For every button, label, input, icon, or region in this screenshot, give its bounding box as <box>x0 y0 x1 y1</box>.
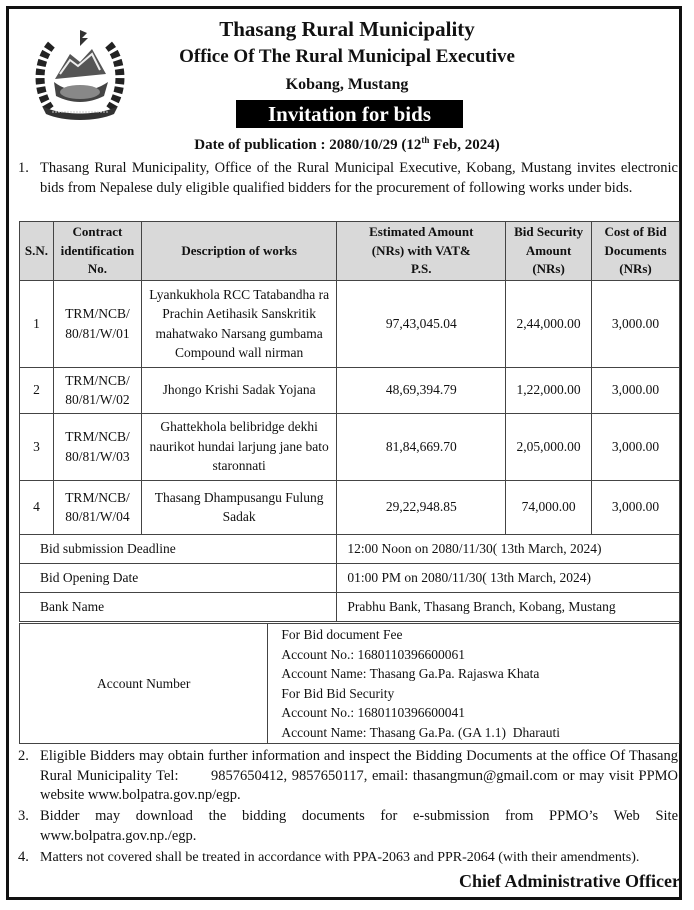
security-cell: 2,44,000.00 <box>506 280 592 367</box>
account-line: Account No.: 1680110396600061 <box>281 646 465 662</box>
signature-title: Chief Administrative Officer <box>459 871 680 891</box>
location: Kobang, Mustang <box>285 76 409 93</box>
office-title: Office Of The Rural Municipal Executive <box>179 46 515 67</box>
description-cell: Ghattekhola belibridge dekhi naurikot hundai larjung jane bato staronnati <box>141 413 336 480</box>
col-sn: S.N. <box>20 222 54 281</box>
cost-cell: 3,000.00 <box>592 367 680 413</box>
cost-cell: 3,000.00 <box>592 280 680 367</box>
estimated-cell: 29,22,948.85 <box>337 480 506 534</box>
sn-cell: 1 <box>20 280 54 367</box>
info-value: Prabhu Bank, Thasang Branch, Kobang, Mustang <box>337 592 680 621</box>
invitation-banner: Invitation for bids <box>236 100 463 128</box>
description-cell: Jhongo Krishi Sadak Yojana <box>141 367 336 413</box>
info-label: Bid Opening Date <box>20 563 337 592</box>
info-value: 12:00 Noon on 2080/11/30( 13th March, 2024) <box>337 534 680 563</box>
info-value: 01:00 PM on 2080/11/30( 13th March, 2024) <box>337 563 680 592</box>
account-details <box>268 624 680 744</box>
col-description: Description of works <box>141 222 336 281</box>
bid-deadline-row <box>20 534 680 563</box>
account-line: For Bid Bid Security <box>281 685 395 701</box>
security-cell: 1,22,000.00 <box>506 367 592 413</box>
col-bid-security: Bid Security Amount (NRs) <box>506 222 592 281</box>
sn-cell: 3 <box>20 413 54 480</box>
account-line: Account No.: 1680110396600041 <box>281 705 465 720</box>
security-cell: 2,05,000.00 <box>506 413 592 480</box>
account-line: Account Name: Thasang Ga.Pa. Rajaswa Khata <box>281 666 540 681</box>
account-line: Account Name: Thasang Ga.Pa. (GA 1.1) Dharauti <box>281 724 561 740</box>
paragraph-1: 1. Thasang Rural Municipality, Office of the Rural Municipal Executive, Kobang, Mustang invites electronic bids from Nepalese duly eligible qualified bidders for the procurement of following works under bids. <box>18 160 678 196</box>
cost-cell: 3,000.00 <box>592 480 680 534</box>
municipality-title: Thasang Rural Municipality <box>219 17 475 41</box>
bids-table <box>19 221 680 622</box>
info-label: Bid submission Deadline <box>20 534 337 563</box>
table-row <box>20 413 680 480</box>
sn-cell: 4 <box>20 480 54 534</box>
estimated-cell: 81,84,669.70 <box>337 413 506 480</box>
bid-opening-row <box>20 563 680 592</box>
description-cell: Lyankukhola RCC Tatabandha ra Prachin Aetihasik Sanskritik mahatwako Narsang gumbama Compound wall nirman <box>141 280 336 367</box>
col-estimated-amount: Estimated Amount (NRs) with VAT& P.S. <box>337 222 506 281</box>
estimated-cell: 48,69,394.79 <box>337 367 506 413</box>
table-row <box>20 367 680 413</box>
col-cost-of-docs: Cost of Bid Documents (NRs) <box>592 222 680 281</box>
description-cell: Thasang Dhampusangu Fulung Sadak <box>141 480 336 534</box>
estimated-cell: 97,43,045.04 <box>337 280 506 367</box>
cost-cell: 3,000.00 <box>592 413 680 480</box>
info-label: Bank Name <box>20 592 337 621</box>
contract-cell: TRM/NCB/ 80/81/W/02 <box>53 367 141 413</box>
account-label: Account Number <box>20 624 268 744</box>
account-line: For Bid document Fee <box>281 627 403 642</box>
paragraph-2: 2. Eligible Bidders may obtain further information and inspect the Bidding Documents at the office Of Thasang Rural Municipality Tel: 9857650412, 9857650117, email: thasangmun@gmail.com or may visit PPMO website www.bolpatra.gov.np/egp. <box>18 748 682 803</box>
paragraph-4: 4. Matters not covered shall be treated in accordance with PPA-2063 and PPR-2064 (with their amendments). <box>18 849 640 865</box>
table-header-row <box>20 222 680 281</box>
table-row <box>20 480 680 534</box>
contract-cell: TRM/NCB/ 80/81/W/04 <box>53 480 141 534</box>
paragraph-3: 3. Bidder may download the bidding documents for e-submission from PPMO’s Web Site www.bolpatra.gov.np./egp. <box>18 808 678 844</box>
sn-cell: 2 <box>20 367 54 413</box>
contract-cell: TRM/NCB/ 80/81/W/01 <box>53 280 141 367</box>
account-row <box>20 624 680 744</box>
publication-date: Date of publication : 2080/10/29 (12th Feb, 2024) <box>194 135 500 153</box>
bank-name-row <box>20 592 680 621</box>
account-table <box>19 623 680 744</box>
contract-cell: TRM/NCB/ 80/81/W/03 <box>53 413 141 480</box>
table-row <box>20 280 680 367</box>
security-cell: 74,000.00 <box>506 480 592 534</box>
col-contract-id: Contract identification No. <box>53 222 141 281</box>
